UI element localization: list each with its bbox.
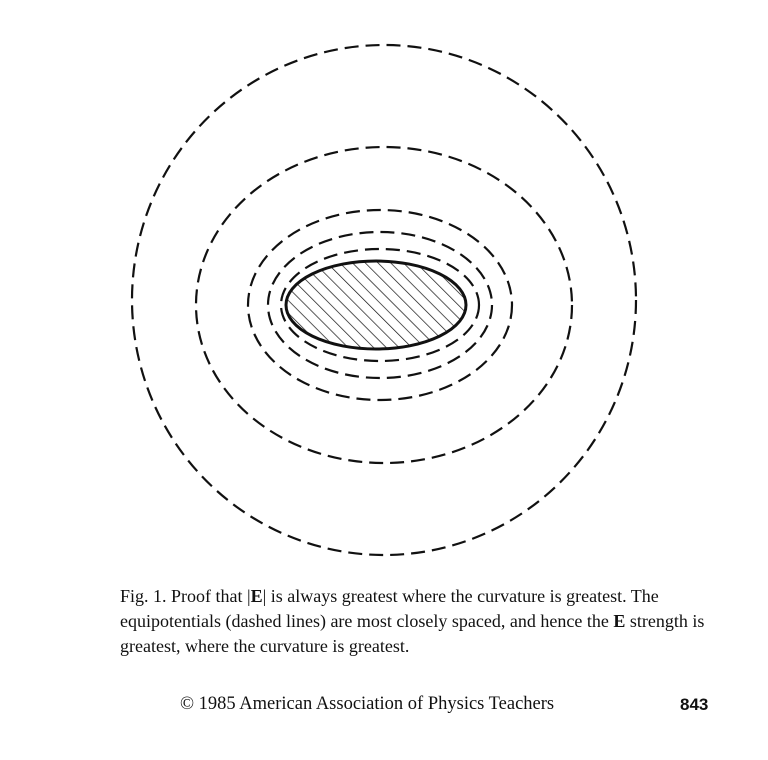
hatched-conductor xyxy=(286,261,466,349)
page-number: 843 xyxy=(680,695,709,714)
caption-text-2: | is always greatest where the curvature is greatest. The equipotentials (dashed lines) are most closely spaced, and hence the xyxy=(120,586,659,631)
figure-caption xyxy=(120,584,760,659)
caption-text-1: Proof that | xyxy=(166,586,251,606)
caption-symbol-e: E xyxy=(250,586,263,606)
copyright-notice: © 1985 American Association of Physics Teachers xyxy=(180,694,555,714)
caption-symbol-e-field: E xyxy=(613,611,626,631)
caption-label: Fig. 1. xyxy=(120,586,167,606)
caption-text-3: strength is greatest, where the curvature is greatest. xyxy=(120,611,705,656)
